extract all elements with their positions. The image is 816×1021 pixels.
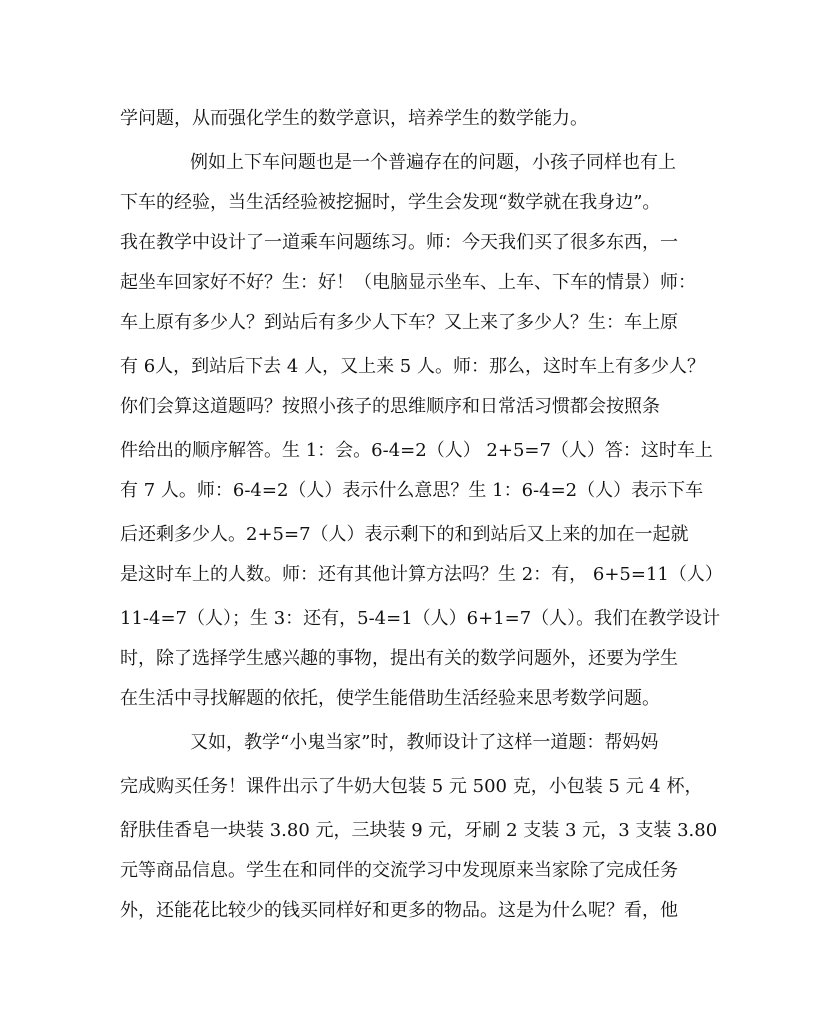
text-line: 有 6人，到站后下去 4 人，又上来 5 人。师：那么，这时车上有多少人？	[120, 356, 705, 377]
text-line: 有 7 人。师：6-4=2（人）表示什么意思？生 1：6-4=2（人）表示下车	[120, 480, 704, 501]
text-line: 下车的经验，当生活经验被挖掘时，学生会发现“数学就在我身边”。	[120, 192, 661, 213]
text-line: 车上原有多少人？到站后有多少人下车？又上来了多少人？生：车上原	[120, 312, 678, 333]
text-line: 你们会算这道题吗？按照小孩子的思维顺序和日常活习惯都会按照条	[120, 396, 660, 417]
text-line: 在生活中寻找解题的依托，使学生能借助生活经验来思考数学问题。	[120, 688, 660, 709]
text-line: 舒肤佳香皂一块装 3.80 元，三块装 9 元，牙刷 2 支装 3 元，3 支装 3.80	[120, 820, 718, 841]
text-line: 我在教学中设计了一道乘车问题练习。师：今天我们买了很多东西，一	[120, 232, 678, 253]
text-line: 11-4=7（人）；生 3：还有，5-4=1（人）6+1=7（人）。我们在教学设计	[120, 608, 721, 629]
text-line: 学问题，从而强化学生的数学意识，培养学生的数学能力。	[120, 108, 588, 129]
text-line: 是这时车上的人数。师：还有其他计算方法吗？生 2：有， 6+5=11（人）	[120, 564, 723, 585]
paragraph-start-line: 例如上下车问题也是一个普遍存在的问题，小孩子同样也有上	[190, 152, 676, 173]
text-line: 元等商品信息。学生在和同伴的交流学习中发现原来当家除了完成任务	[120, 860, 678, 881]
text-line: 后还剩多少人。2+5=7（人）表示剩下的和到站后又上来的加在一起就	[120, 524, 689, 545]
text-line: 件给出的顺序解答。生 1：会。6-4=2（人） 2+5=7（人）答：这时车上	[120, 440, 713, 461]
text-line: 完成购买任务！课件出示了牛奶大包装 5 元 500 克，小包装 5 元 4 杯，	[120, 776, 703, 797]
paragraph-start-line: 又如，教学“小鬼当家”时，教师设计了这样一道题：帮妈妈	[190, 732, 659, 753]
text-line: 起坐车回家好不好？生：好！（电脑显示坐车、上车、下车的情景）师：	[120, 272, 696, 293]
text-line: 外，还能花比较少的钱买同样好和更多的物品。这是为什么呢？看，他	[120, 900, 678, 921]
text-line: 时，除了选择学生感兴趣的事物，提出有关的数学问题外，还要为学生	[120, 648, 678, 669]
